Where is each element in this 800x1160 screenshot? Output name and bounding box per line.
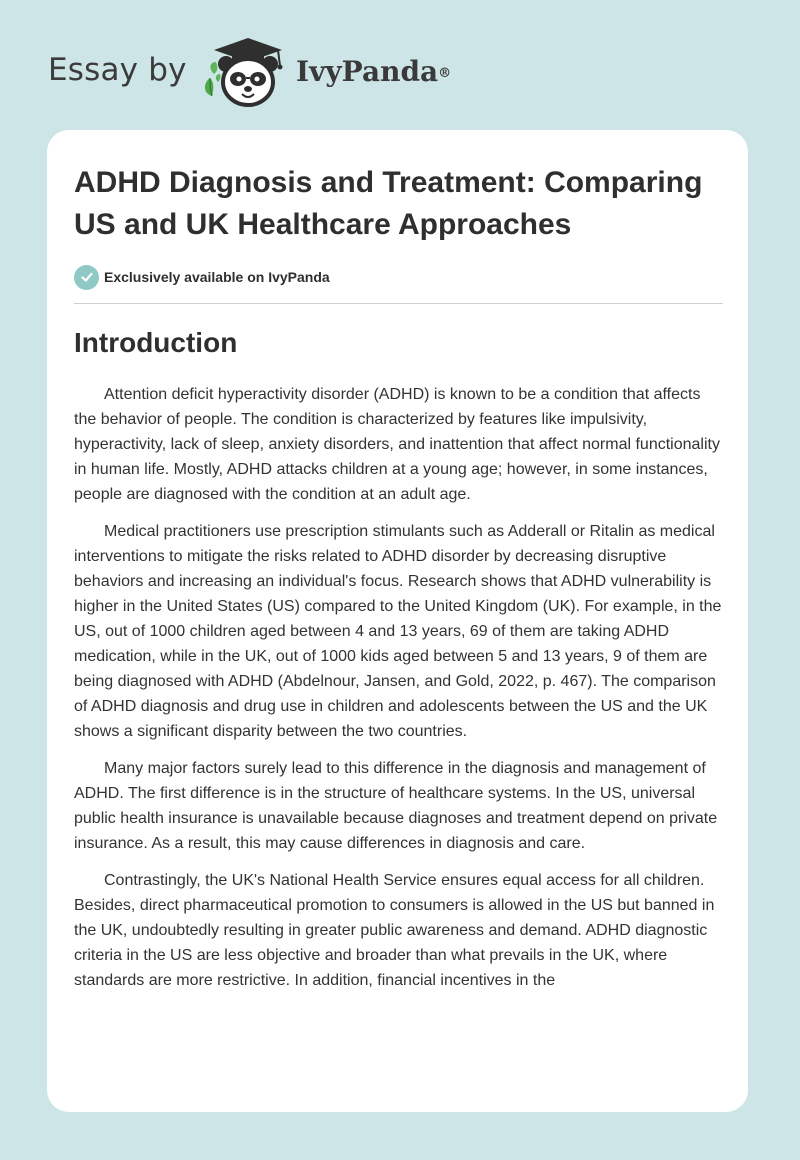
section-heading: Introduction: [74, 327, 238, 358]
essay-card: [47, 130, 748, 1112]
essay-content: [74, 162, 724, 1005]
paragraph: Contrastingly, the UK's National Health Service ensures equal access for all children. Besides, direct pharmaceutical promotion to consumers is allowed in the US but banned in the UK, undoubtedly resulting in greater public awareness and demand. ADHD diagnostic criteria in the US are less objective and broader than what prevails in the UK, where standards are more restrictive. In addition, financial incentives in the: [74, 872, 715, 989]
brand-name[interactable]: [296, 52, 451, 92]
check-icon: [80, 270, 94, 284]
essay-body: [74, 382, 724, 993]
essay-title: ADHD Diagnosis and Treatment: Comparing US and UK Healthcare Approaches: [74, 166, 703, 241]
exclusive-label: Exclusively available on IvyPanda: [104, 269, 330, 285]
paragraph: Many major factors surely lead to this difference in the diagnosis and management of ADHD. The first difference is in the structure of healthcare systems. In the US, universal public health insurance is unavailable because diagnoses and treatment depend on private insurance. As a result, this may cause differences in diagnosis and care.: [74, 760, 718, 852]
paragraph: Attention deficit hyperactivity disorder (ADHD) is known to be a condition that affects the behavior of people. The condition is characterized by features like impulsivity, hyperactivity, lack of sleep, anxiety disorders, and inattention that affect normal functionality in human life. Mostly, ADHD attacks children at a young age; however, in some instances, people are diagnosed with the condition at an adult age.: [74, 386, 720, 503]
registered-mark: ®: [438, 66, 452, 81]
panda-graduate-logo-icon[interactable]: [198, 34, 294, 110]
title-divider: [74, 303, 723, 304]
paragraph: Medical practitioners use prescription stimulants such as Adderall or Ritalin as medical interventions to mitigate the risks related to ADHD disorder by decreasing disruptive behaviors and increasing an individual's focus. Research shows that ADHD vulnerability is higher in the United States (US) compared to the United Kingdom (UK). For example, in the US, out of 1000 children aged between 4 and 13 years, 69 of them are taking ADHD medication, while in the UK, out of 1000 kids aged between 5 and 13 years, 9 of them are being diagnosed with ADHD (Abdelnour, Jansen, and Gold, 2022, p. 467). The comparison of ADHD diagnosis and drug use in children and adolescents between the US and the UK shows a significant disparity between the two countries.: [74, 523, 722, 740]
exclusive-notice: [74, 264, 724, 290]
check-circle-icon: [74, 265, 99, 290]
site-header: [0, 0, 800, 130]
essay-by-label: Essay by: [48, 52, 187, 88]
brand-name-text: IvyPanda: [296, 55, 439, 88]
